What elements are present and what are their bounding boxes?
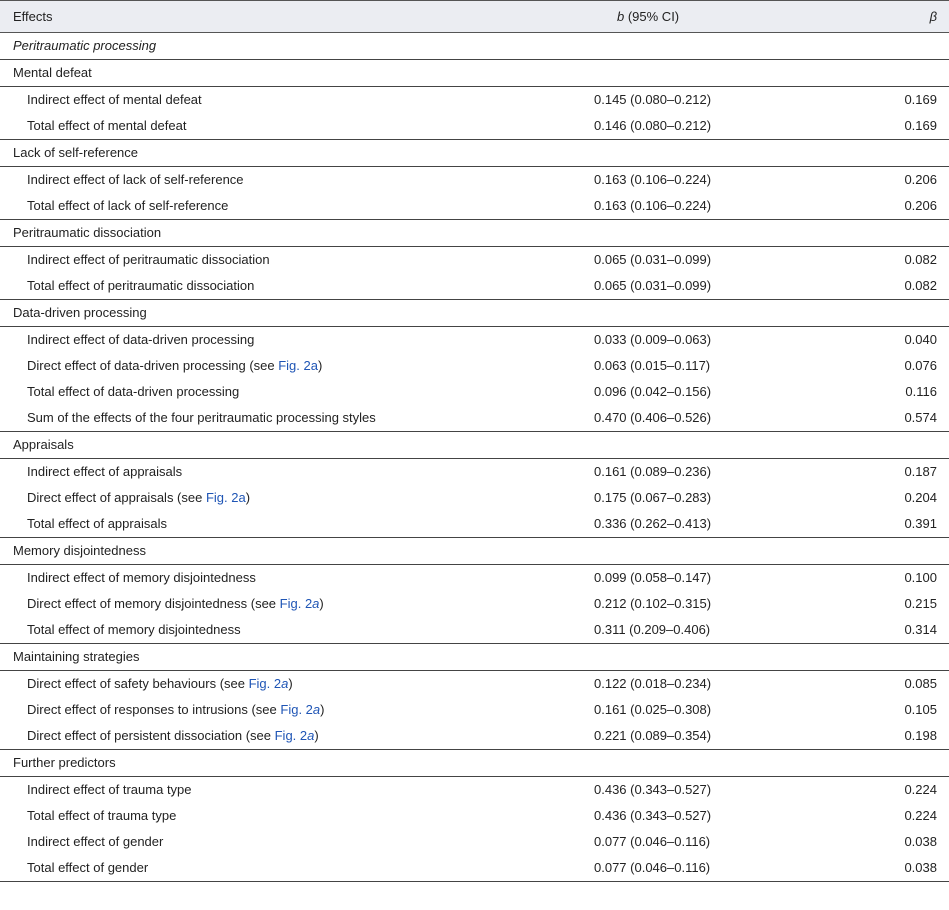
beta-cell: 0.100 — [904, 570, 937, 585]
figure-link-panel: a — [238, 490, 246, 505]
figure-link[interactable] — [278, 358, 318, 373]
effect-cell — [0, 829, 540, 855]
effect-cell — [0, 247, 540, 274]
beta-cell: 0.040 — [904, 332, 937, 347]
figure-link-panel: a — [307, 728, 315, 743]
group-row — [0, 220, 949, 247]
beta-cell: 0.105 — [904, 702, 937, 717]
effect-cell — [0, 617, 540, 644]
b-ci-cell: 0.311 (0.209–0.406) — [594, 622, 711, 637]
header-b-ci — [540, 1, 839, 33]
table-row — [0, 113, 949, 140]
effect-label: Direct effect of responses to intrusions (see — [27, 702, 281, 717]
beta-cell: 0.116 — [905, 384, 937, 399]
effect-label-end: ) — [314, 728, 319, 743]
effect-label: Indirect effect of appraisals — [27, 464, 183, 479]
effect-label: Total effect of mental defeat — [27, 118, 187, 133]
effect-cell — [0, 485, 540, 511]
beta-cell: 0.082 — [904, 252, 937, 267]
group-label: Lack of self-reference — [0, 140, 949, 167]
header-ci-text: (95% CI) — [624, 9, 680, 24]
effect-label: Total effect of lack of self-reference — [27, 198, 229, 213]
table-row — [0, 379, 949, 405]
figure-link-text: Fig. 2 — [278, 358, 311, 373]
beta-cell: 0.224 — [904, 782, 937, 797]
b-ci-cell: 0.470 (0.406–0.526) — [594, 410, 712, 425]
effect-label: Direct effect of safety behaviours (see — [27, 676, 249, 691]
effect-cell — [0, 511, 540, 538]
effect-cell — [0, 113, 540, 140]
beta-cell: 0.187 — [904, 464, 937, 479]
header-beta — [839, 1, 949, 33]
b-ci-cell: 0.033 (0.009–0.063) — [594, 332, 712, 347]
table-body — [0, 33, 949, 882]
b-ci-cell: 0.145 (0.080–0.212) — [594, 92, 712, 107]
effect-label: Direct effect of memory disjointedness (see — [27, 596, 280, 611]
effect-cell — [0, 193, 540, 220]
b-ci-cell: 0.436 (0.343–0.527) — [594, 808, 712, 823]
effect-label: Direct effect of data-driven processing (see — [27, 358, 279, 373]
group-row — [0, 300, 949, 327]
table-row — [0, 353, 949, 379]
beta-cell: 0.391 — [904, 516, 937, 531]
figure-link-text: Fig. 2 — [205, 490, 239, 505]
effect-cell — [0, 591, 540, 617]
b-ci-cell: 0.065 (0.031–0.099) — [594, 278, 712, 293]
table-row — [0, 327, 949, 354]
effect-label: Indirect effect of memory disjointedness — [27, 570, 256, 585]
b-ci-cell: 0.161 (0.089–0.236) — [594, 464, 712, 479]
table-row — [0, 617, 949, 644]
section-label: Peritraumatic processing — [13, 38, 157, 53]
beta-cell: 0.206 — [904, 172, 937, 187]
effect-cell — [0, 565, 540, 592]
effect-cell — [0, 167, 540, 194]
table-row — [0, 803, 949, 829]
effect-cell — [0, 273, 540, 300]
table-row — [0, 565, 949, 592]
group-row — [0, 644, 949, 671]
group-label: Further predictors — [0, 750, 949, 777]
group-label: Memory disjointedness — [0, 538, 949, 565]
table-row — [0, 723, 949, 750]
effect-cell — [0, 459, 540, 486]
effect-label-end: ) — [288, 676, 293, 691]
figure-link-text: Fig. 2 — [279, 596, 313, 611]
effect-label: Direct effect of persistent dissociation (see — [27, 728, 275, 743]
b-ci-cell: 0.146 (0.080–0.212) — [594, 118, 712, 133]
figure-link[interactable] — [280, 596, 320, 611]
beta-cell: 0.574 — [904, 410, 937, 425]
b-ci-cell: 0.063 (0.015–0.117) — [594, 358, 711, 373]
effect-cell — [0, 697, 540, 723]
b-ci-cell: 0.099 (0.058–0.147) — [594, 570, 712, 585]
beta-cell: 0.082 — [904, 278, 937, 293]
figure-link-panel: a — [312, 702, 321, 717]
effect-cell — [0, 379, 540, 405]
effect-label: Sum of the effects of the four peritraumatic processing styles — [27, 410, 376, 425]
effect-label: Total effect of trauma type — [27, 808, 177, 823]
beta-cell: 0.085 — [904, 676, 937, 691]
effect-label: Indirect effect of gender — [27, 834, 164, 849]
header-b-letter: b — [617, 9, 625, 24]
group-row — [0, 538, 949, 565]
section-row — [0, 33, 949, 60]
table-row — [0, 273, 949, 300]
effect-label: Indirect effect of lack of self-reference — [27, 172, 244, 187]
header-row — [0, 1, 949, 33]
group-label: Appraisals — [0, 432, 949, 459]
table-row — [0, 855, 949, 882]
figure-link-panel: a — [312, 596, 320, 611]
effect-cell — [0, 87, 540, 114]
effect-label-end: ) — [317, 358, 323, 373]
table-row — [0, 459, 949, 486]
beta-cell: 0.038 — [904, 834, 937, 849]
b-ci-cell: 0.065 (0.031–0.099) — [594, 252, 712, 267]
b-ci-cell: 0.163 (0.106–0.224) — [594, 172, 712, 187]
beta-cell: 0.038 — [839, 855, 949, 882]
effect-label-end: ) — [320, 702, 325, 717]
beta-cell: 0.206 — [904, 198, 937, 213]
header-effects: Effects — [0, 1, 540, 33]
beta-cell: 0.224 — [904, 808, 937, 823]
table-row — [0, 511, 949, 538]
effect-cell — [0, 405, 540, 432]
effect-cell — [0, 671, 540, 698]
effect-label: Total effect of memory disjointedness — [27, 622, 241, 637]
beta-cell: 0.169 — [904, 92, 937, 107]
header-beta-symbol: β — [929, 9, 937, 24]
group-label: Mental defeat — [0, 60, 949, 87]
table-row — [0, 87, 949, 114]
b-ci-cell: 0.336 (0.262–0.413) — [594, 516, 712, 531]
group-row — [0, 140, 949, 167]
b-ci-cell: 0.212 (0.102–0.315) — [594, 596, 712, 611]
table-row — [0, 777, 949, 804]
table-row — [0, 671, 949, 698]
effect-cell — [0, 353, 540, 379]
effect-cell — [0, 777, 540, 804]
effect-label: Total effect of appraisals — [27, 516, 167, 531]
table-row — [0, 405, 949, 432]
figure-link-text: Fig. 2 — [280, 702, 313, 717]
beta-cell: 0.169 — [904, 118, 937, 133]
table-row — [0, 591, 949, 617]
table-header — [0, 1, 949, 33]
effect-label-end: ) — [319, 596, 324, 611]
table-row — [0, 829, 949, 855]
table-row — [0, 193, 949, 220]
figure-link[interactable] — [275, 728, 315, 743]
table-row — [0, 167, 949, 194]
effect-label: Direct effect of appraisals (see — [27, 490, 206, 505]
effect-cell — [0, 855, 540, 882]
beta-cell: 0.076 — [904, 358, 937, 373]
b-ci-cell: 0.077 (0.046–0.116) — [594, 834, 711, 849]
beta-cell: 0.215 — [904, 596, 937, 611]
group-row — [0, 750, 949, 777]
figure-link-panel: a — [281, 676, 289, 691]
group-row — [0, 432, 949, 459]
group-label: Maintaining strategies — [0, 644, 949, 671]
effect-label: Indirect effect of data-driven processing — [27, 332, 255, 347]
b-ci-cell: 0.436 (0.343–0.527) — [594, 782, 712, 797]
effect-label: Total effect of gender — [27, 860, 149, 875]
figure-link[interactable] — [206, 490, 246, 505]
b-ci-cell: 0.161 (0.025–0.308) — [594, 702, 712, 717]
group-label: Peritraumatic dissociation — [0, 220, 949, 247]
beta-cell: 0.198 — [904, 728, 937, 743]
effect-label: Indirect effect of mental defeat — [27, 92, 202, 107]
figure-link-text: Fig. 2 — [274, 728, 308, 743]
table-row — [0, 485, 949, 511]
figure-link[interactable] — [249, 676, 289, 691]
effect-label: Indirect effect of trauma type — [27, 782, 192, 797]
effect-label: Indirect effect of peritraumatic dissociation — [27, 252, 270, 267]
figure-link-text: Fig. 2 — [248, 676, 282, 691]
effect-label: Total effect of data-driven processing — [27, 384, 240, 399]
group-row — [0, 60, 949, 87]
effect-cell — [0, 803, 540, 829]
b-ci-cell: 0.221 (0.089–0.354) — [594, 728, 712, 743]
b-ci-cell: 0.096 (0.042–0.156) — [594, 384, 712, 399]
b-ci-cell: 0.122 (0.018–0.234) — [594, 676, 712, 691]
figure-link-panel: a — [310, 358, 318, 373]
beta-cell: 0.314 — [904, 622, 937, 637]
group-label: Data-driven processing — [0, 300, 949, 327]
effect-label-end: ) — [245, 490, 251, 505]
b-ci-cell: 0.163 (0.106–0.224) — [594, 198, 712, 213]
figure-link[interactable] — [280, 702, 320, 717]
table-row — [0, 247, 949, 274]
beta-cell: 0.204 — [904, 490, 937, 505]
b-ci-cell: 0.077 (0.046–0.116) — [540, 855, 839, 882]
table-row — [0, 697, 949, 723]
effect-label: Total effect of peritraumatic dissociation — [27, 278, 255, 293]
b-ci-cell: 0.175 (0.067–0.283) — [594, 490, 712, 505]
effect-cell — [0, 723, 540, 750]
effect-cell — [0, 327, 540, 354]
